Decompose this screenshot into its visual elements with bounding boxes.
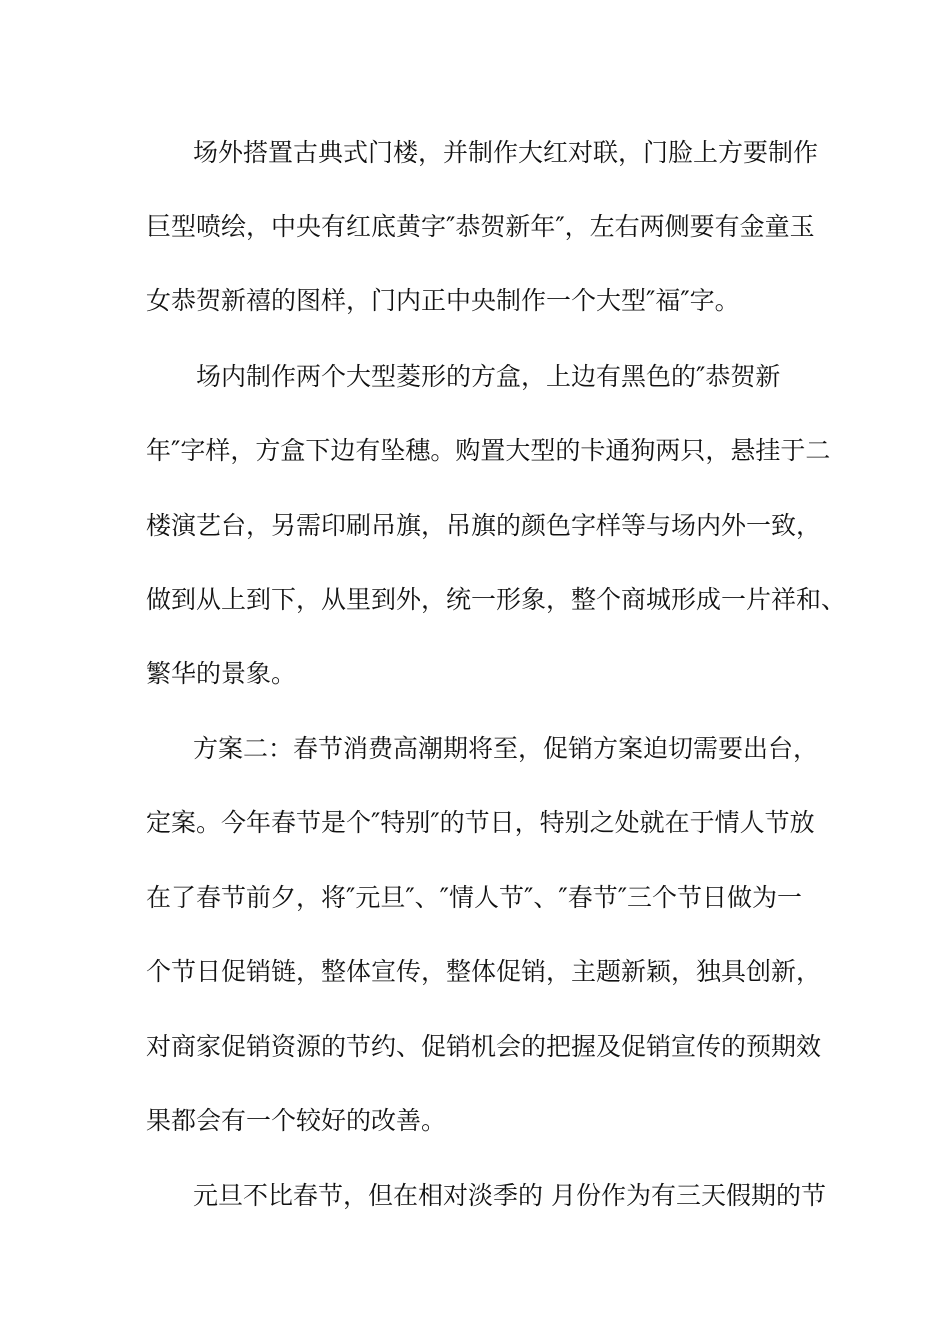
text-line-12: 个节日促销链，整体宣传，整体促销，主题新颖，独具创新， bbox=[146, 957, 822, 986]
text-line-6: 楼演艺台，另需印刷吊旗，吊旗的颜色字样等与场内外一致， bbox=[146, 511, 822, 540]
text-line-2: 巨型喷绘，中央有红底黄字″恭贺新年″，左右两侧要有金童玉 bbox=[146, 212, 815, 241]
text-line-15: 元旦不比春节，但在相对淡季的 月份作为有三天假期的节 bbox=[193, 1181, 826, 1210]
text-line-1: 场外搭置古典式门楼，并制作大红对联，门脸上方要制作 bbox=[193, 138, 819, 167]
text-line-3: 女恭贺新禧的图样，门内正中央制作一个大型″福″字。 bbox=[146, 286, 740, 315]
text-line-8: 繁华的景象。 bbox=[146, 659, 297, 688]
text-line-13: 对商家促销资源的节约、促销机会的把握及促销宣传的预期效 bbox=[146, 1032, 822, 1061]
text-line-5: 年″字样，方盒下边有坠穗。购置大型的卡通狗两只，悬挂于二 bbox=[146, 436, 831, 465]
text-line-11: 在了春节前夕，将″元旦″、″情人节″、″春节″三个节日做为一 bbox=[146, 883, 803, 912]
text-line-14: 果都会有一个较好的改善。 bbox=[146, 1106, 447, 1135]
text-line-9: 方案二：春节消费高潮期将至，促销方案迫切需要出台， bbox=[193, 734, 819, 763]
text-line-10: 定案。今年春节是个″特别″的节日，特别之处就在于情人节放 bbox=[146, 808, 815, 837]
text-line-7: 做到从上到下，从里到外，统一形象，整个商城形成一片祥和、 bbox=[146, 585, 847, 614]
text-line-4: 场内制作两个大型菱形的方盒，上边有黑色的″恭贺新 bbox=[196, 362, 781, 391]
